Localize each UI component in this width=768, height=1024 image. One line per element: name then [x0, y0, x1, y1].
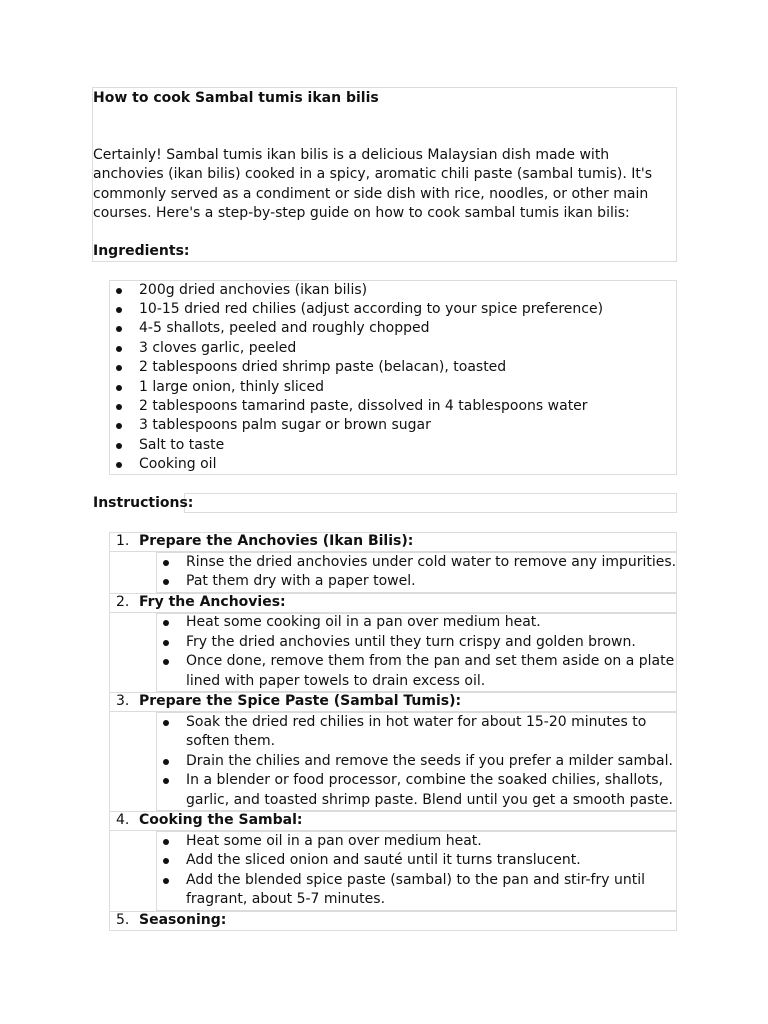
ingredient-item: 2 tablespoons dried shrimp paste (belacan), toasted	[139, 359, 507, 376]
ingredients-heading: Ingredients:	[93, 243, 190, 259]
step-number-column	[109, 831, 156, 911]
step-title-text: Prepare the Spice Paste (Sambal Tumis)	[139, 693, 456, 710]
step-title	[139, 811, 303, 830]
step-title-colon: :	[280, 593, 286, 610]
ingredient-item: 4-5 shallots, peeled and roughly chopped	[139, 320, 430, 337]
ingredient-item: 1 large onion, thinly sliced	[139, 378, 324, 395]
step-bullet-text: Pat them dry with a paper towel.	[186, 572, 416, 589]
step-title	[139, 692, 461, 711]
ingredient-item: 2 tablespoons tamarind paste, dissolved in 4 tablespoons water	[139, 397, 588, 414]
ingredient-item: 3 cloves garlic, peeled	[139, 339, 297, 356]
step-bullet-text: soften them.	[186, 733, 276, 750]
step-title-colon: :	[407, 533, 414, 549]
step-number: 2.	[116, 593, 130, 610]
bullet-icon	[116, 346, 122, 352]
bullet-icon	[163, 579, 169, 585]
bullet-icon	[163, 839, 169, 845]
bullet-icon	[116, 443, 122, 449]
step-title-colon: :	[220, 912, 227, 928]
ingredient-item: 200g dried anchovies (ikan bilis)	[139, 281, 368, 298]
step-number-column	[109, 712, 156, 811]
step-title-text: Prepare the Anchovies (Ikan Bilis)	[139, 533, 408, 549]
step-title	[139, 911, 226, 930]
step-bullet-text: Rinse the dried anchovies under cold water to remove any impurities.	[186, 553, 677, 570]
bullet-icon	[163, 878, 169, 884]
step-title-text: Fry the Anchovies	[139, 593, 281, 610]
bullet-icon	[163, 640, 169, 646]
ingredient-item: 10-15 dried red chilies (adjust according to your spice preference)	[139, 300, 604, 317]
bullet-icon	[116, 307, 122, 313]
step-number-column	[109, 613, 156, 693]
step-number: 1.	[116, 533, 130, 549]
step-bullet-text: lined with paper towels to drain excess oil.	[186, 672, 486, 689]
step-title-text: Cooking the Sambal	[139, 812, 297, 829]
step-bullet-text: Heat some oil in a pan over medium heat.	[186, 832, 482, 849]
step-bullet-text: Fry the dried anchovies until they turn crispy and golden brown.	[186, 633, 636, 650]
bullet-icon	[116, 404, 122, 410]
step-bullet-text: fragrant, about 5-7 minutes.	[186, 891, 386, 908]
step-bullet-text: garlic, and toasted shrimp paste. Blend until you get a smooth paste.	[186, 791, 673, 808]
step-bullet-text: Add the sliced onion and sauté until it turns translucent.	[186, 852, 581, 869]
bullet-icon	[116, 385, 122, 391]
document-title: How to cook Sambal tumis ikan bilis	[93, 90, 379, 106]
bullet-icon	[116, 288, 122, 294]
step-bullet-text: In a blender or food processor, combine the soaked chilies, shallots,	[186, 772, 664, 789]
step-number: 3.	[116, 693, 130, 710]
ingredient-item: Cooking oil	[139, 456, 217, 473]
instructions-heading-box	[184, 493, 677, 513]
step-bullet-text: Drain the chilies and remove the seeds if you prefer a milder sambal.	[186, 752, 673, 769]
instructions-heading: Instructions:	[93, 495, 194, 511]
ingredient-item: 3 tablespoons palm sugar or brown sugar	[139, 417, 431, 434]
step-title	[139, 532, 413, 551]
intro-paragraph: Certainly! Sambal tumis ikan bilis is a delicious Malaysian dish made with anchovies (ikan bilis) cooked in a spicy, aromatic chili paste (sambal tumis). It's commonly served as a condiment or side dish with rice, noodles, or other main courses. Here's a step-by-step guide on how to cook sambal tumis ikan bilis:	[93, 147, 653, 222]
step-number-column	[109, 552, 156, 593]
step-title-colon: :	[296, 812, 303, 829]
step-number: 4.	[116, 812, 130, 829]
step-bullet-text: Soak the dried red chilies in hot water for about 15-20 minutes to	[186, 713, 647, 730]
step-title-text: Seasoning	[139, 912, 221, 928]
step-title	[139, 593, 286, 612]
step-bullet-text: Once done, remove them from the pan and set them aside on a plate	[186, 653, 675, 670]
bullet-icon	[163, 560, 169, 566]
ingredient-item: Salt to taste	[139, 436, 225, 453]
step-title-colon: :	[455, 693, 462, 710]
step-bullet-text: Heat some cooking oil in a pan over medium heat.	[186, 614, 541, 631]
step-bullet-text: Add the blended spice paste (sambal) to the pan and stir-fry until	[186, 871, 645, 888]
step-number: 5.	[116, 912, 130, 928]
title-box-divider	[92, 87, 677, 88]
bullet-icon	[163, 720, 169, 726]
bullet-icon	[163, 759, 169, 765]
